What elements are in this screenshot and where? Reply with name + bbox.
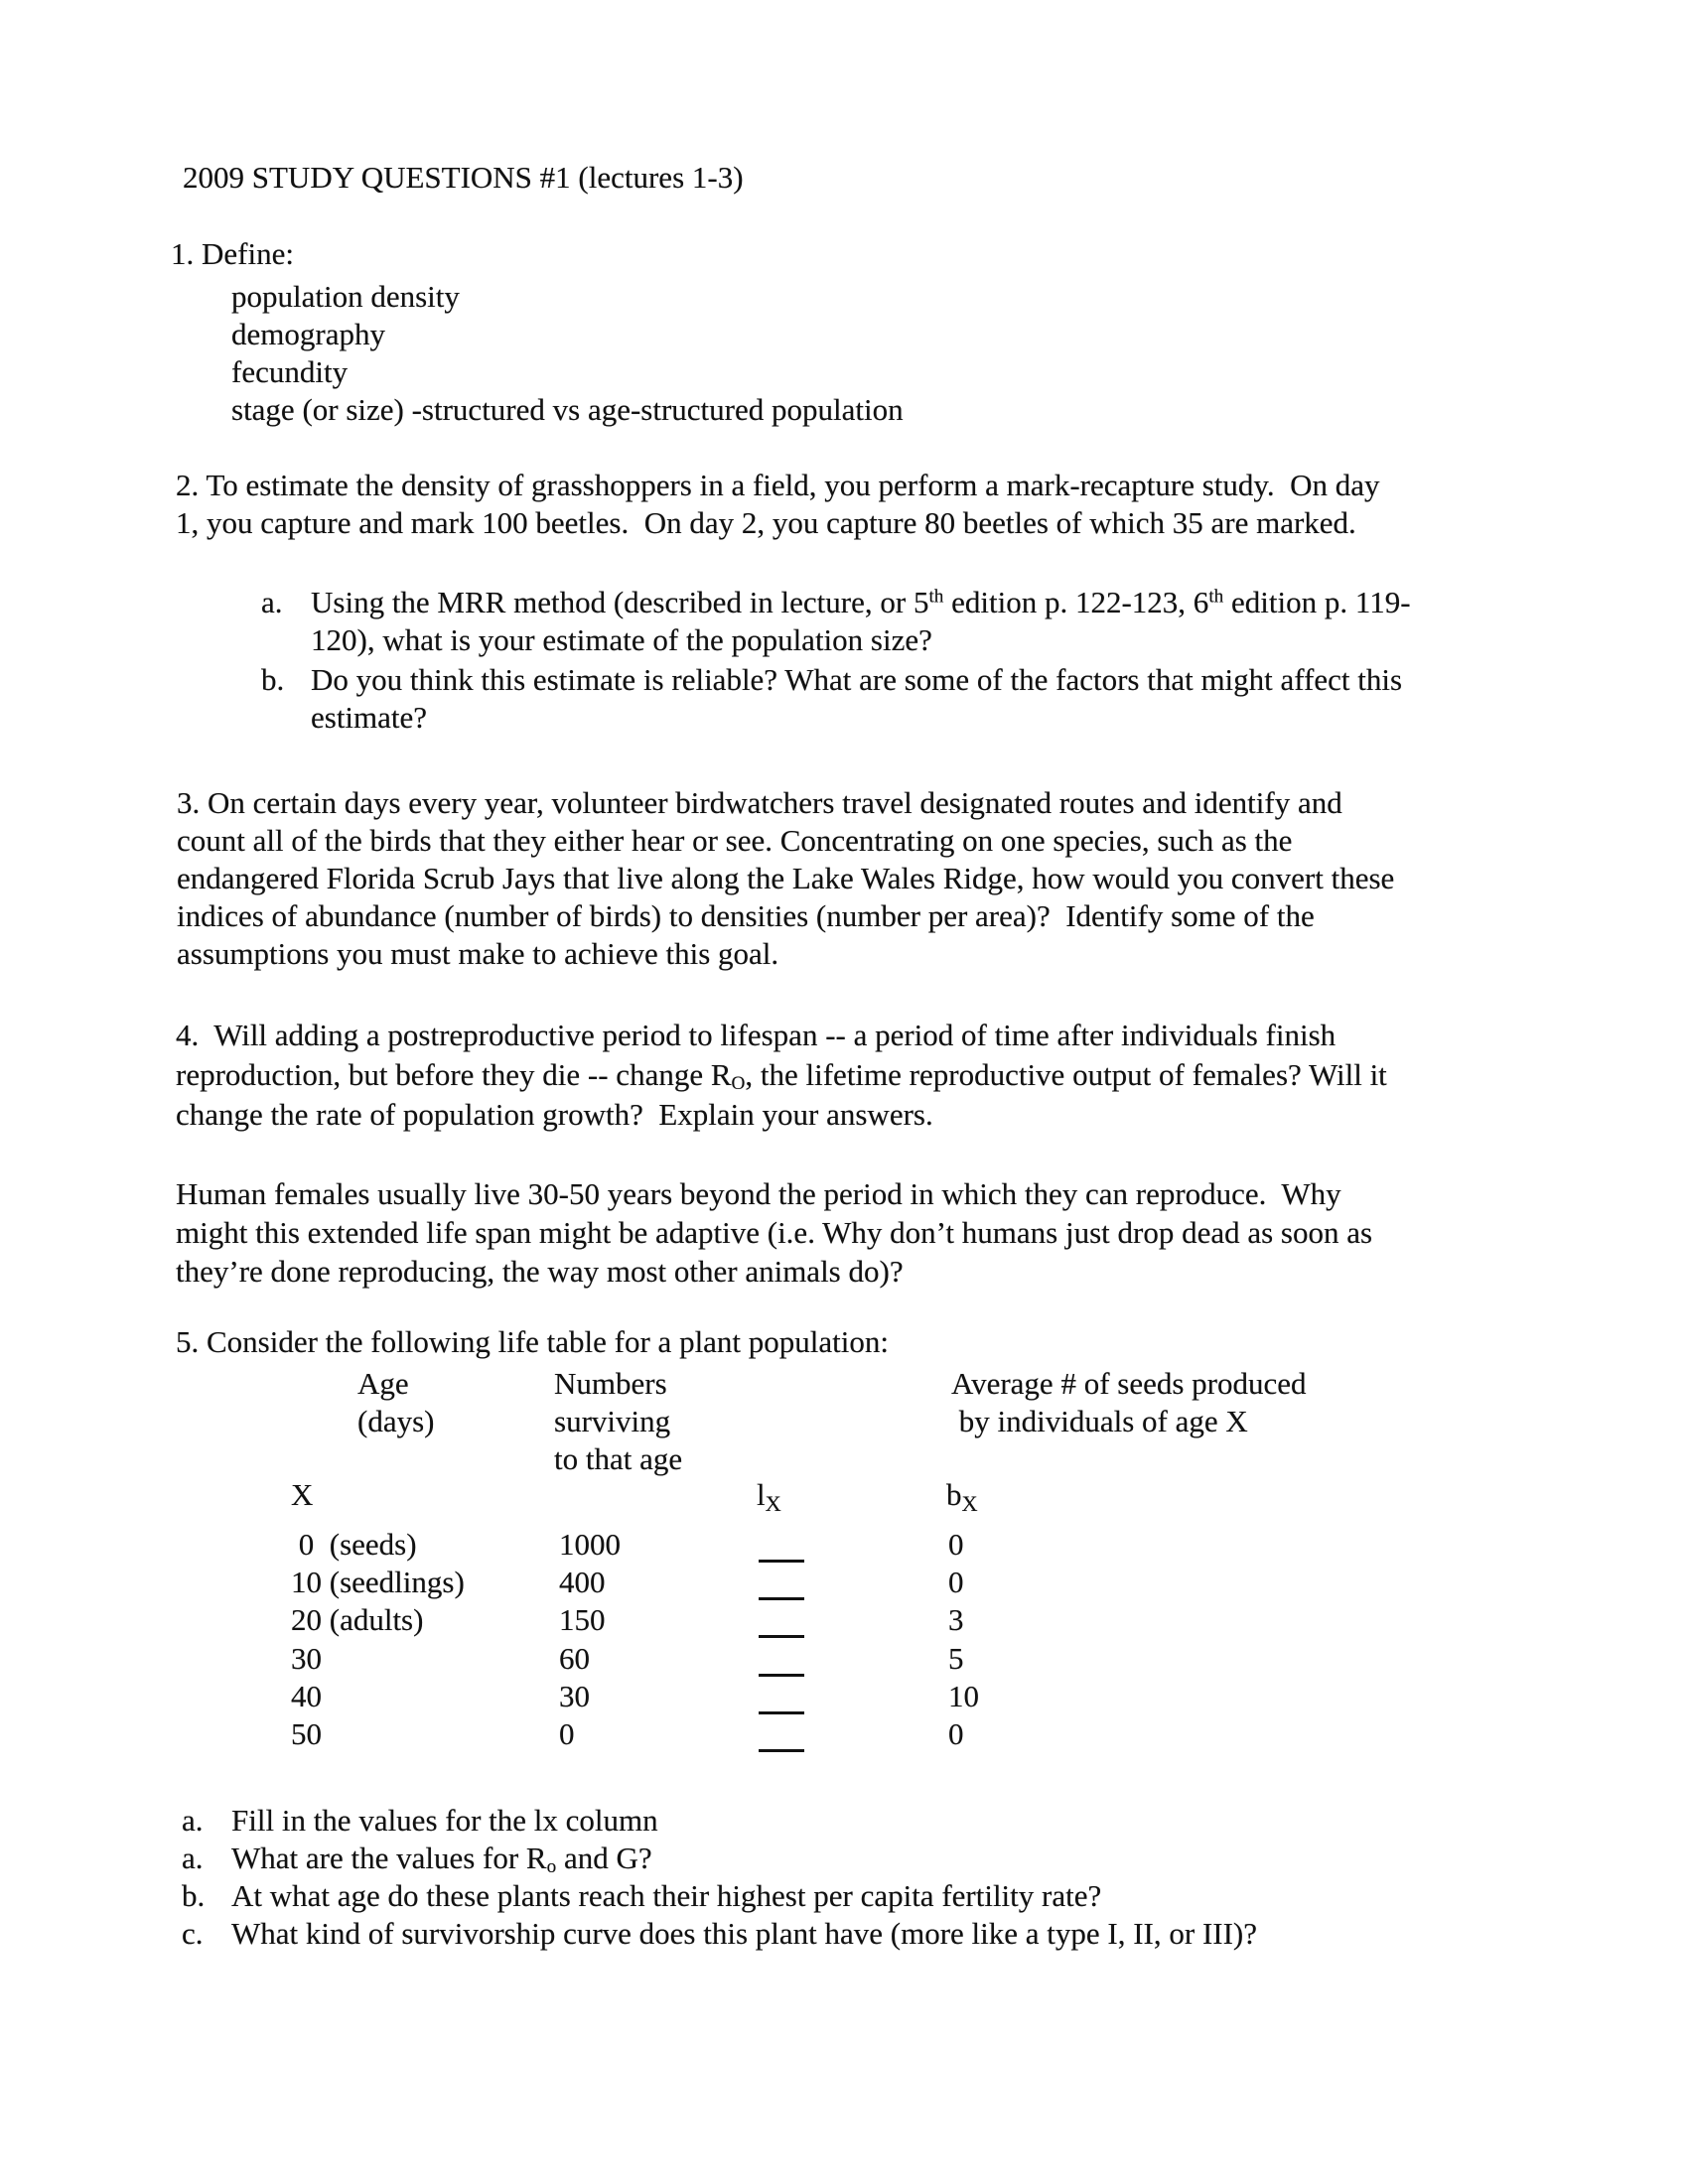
surviving-cell: 150 [559, 1602, 606, 1637]
human-females-paragraph [176, 1174, 1372, 1291]
life-table-age-header [357, 1365, 434, 1440]
followup-marker: a. [182, 1841, 204, 1875]
item-a-text [311, 584, 1411, 659]
item-a-text-part: Using the MRR method (described in lecture, or 5 [311, 585, 929, 619]
surviving-cell: 1000 [559, 1527, 621, 1562]
question-2-item-a [261, 584, 1411, 659]
age-cell: 10 (seedlings) [291, 1565, 465, 1599]
subscript-o: o [546, 1856, 557, 1878]
life-table-row [0, 1526, 1688, 1564]
question-4-line-3: change the rate of population growth? Explain your answers. [176, 1097, 933, 1132]
question-4-text-part: , the lifetime reproductive output of females? Will it [745, 1057, 1387, 1092]
question-2-item-b [261, 661, 1402, 737]
followup-text: Fill in the values for the lx column [231, 1803, 658, 1838]
question-3-line-2: count all of the birds that they either hear or see. Concentrating on one species, such as the [177, 823, 1293, 858]
life-table-row [0, 1564, 1688, 1601]
bx-cell: 0 [948, 1716, 964, 1751]
question-3-line-3: endangered Florida Scrub Jays that live along the Lake Wales Ridge, how would you convert these [177, 861, 1395, 895]
bx-base: b [946, 1477, 962, 1512]
followup-text-part: and G? [556, 1841, 652, 1875]
item-b-text [311, 661, 1402, 737]
superscript-th: th [928, 586, 944, 608]
bx-cell: 3 [948, 1602, 964, 1637]
term-stage-structured: stage (or size) -structured vs age-structured population [231, 392, 904, 427]
lx-blank [759, 1573, 804, 1600]
followup-item-c [182, 1915, 1257, 1953]
bx-cell: 10 [948, 1679, 979, 1713]
life-table-row [0, 1601, 1688, 1639]
numbers-header-line: Numbers [554, 1366, 667, 1401]
life-table-seeds-header [951, 1365, 1307, 1440]
life-table-symbol-x: X [291, 1477, 314, 1512]
followup-item-b [182, 1877, 1101, 1915]
bx-cell: 5 [948, 1641, 964, 1676]
question-3-paragraph [177, 784, 1394, 973]
item-b-line-1: Do you think this estimate is reliable? What are some of the factors that might affect this [311, 662, 1403, 697]
human-paragraph-line-3: they’re done reproducing, the way most other animals do)? [176, 1254, 904, 1289]
question-5-intro: 5. Consider the following life table for a plant population: [176, 1324, 890, 1359]
question-3-line-5: assumptions you must make to achieve this goal. [177, 936, 779, 971]
question-4-paragraph [176, 1016, 1387, 1135]
question-1-heading: 1. Define: [171, 236, 294, 271]
followup-text: What kind of survivorship curve does this plant have (more like a type I, II, or III)? [231, 1916, 1258, 1951]
question-1-terms [231, 278, 904, 429]
term-population-density: population density [231, 279, 460, 314]
surviving-cell: 60 [559, 1641, 590, 1676]
question-3-line-4: indices of abundance (number of birds) to densities (number per area)? Identify some of the [177, 898, 1315, 933]
question-2-paragraph [176, 467, 1380, 542]
seeds-header-line: by individuals of age X [951, 1404, 1248, 1438]
lx-base: l [757, 1477, 766, 1512]
numbers-header-line: surviving [554, 1404, 671, 1438]
age-cell: 0 (seeds) [291, 1527, 417, 1562]
question-2-line-2: 1, you capture and mark 100 beetles. On day 2, you capture 80 beetles of which 35 are marked. [176, 505, 1356, 540]
lx-blank [759, 1688, 804, 1714]
followup-item-a1 [182, 1802, 658, 1840]
lx-blank [759, 1536, 804, 1563]
subscript-O: O [731, 1073, 746, 1095]
item-a-text-part: edition p. 122-123, 6 [943, 585, 1209, 619]
followup-text: At what age do these plants reach their highest per capita fertility rate? [231, 1878, 1102, 1913]
surviving-cell: 0 [559, 1716, 575, 1751]
surviving-cell: 400 [559, 1565, 606, 1599]
lx-blank [759, 1725, 804, 1752]
lx-blank [759, 1611, 804, 1638]
life-table-symbol-lx [757, 1476, 781, 1517]
question-4-text-part: reproduction, but before they die -- change R [176, 1057, 732, 1092]
life-table-row [0, 1678, 1688, 1715]
surviving-cell: 30 [559, 1679, 590, 1713]
life-table-row [0, 1640, 1688, 1678]
question-3-line-1: 3. On certain days every year, volunteer birdwatchers travel designated routes and identify and [177, 785, 1342, 820]
question-4-line-1: 4. Will adding a postreproductive period to lifespan -- a period of time after individuals finish [176, 1018, 1336, 1052]
superscript-th: th [1208, 586, 1224, 608]
life-table-row [0, 1715, 1688, 1753]
item-b-line-2: estimate? [311, 700, 428, 735]
age-cell: 30 [291, 1641, 322, 1676]
human-paragraph-line-1: Human females usually live 30-50 years beyond the period in which they can reproduce. Why [176, 1176, 1341, 1211]
term-demography: demography [231, 317, 385, 351]
numbers-header-line: to that age [554, 1441, 683, 1476]
followup-text-part: What are the values for R [231, 1841, 547, 1875]
followup-item-a2 [182, 1840, 652, 1877]
lx-subscript: X [765, 1491, 781, 1517]
page-title: 2009 STUDY QUESTIONS #1 (lectures 1-3) [183, 160, 744, 195]
life-table-numbers-header [554, 1365, 682, 1478]
followup-marker: b. [182, 1878, 206, 1913]
question-2-line-1: 2. To estimate the density of grasshoppers in a field, you perform a mark-recapture study. On day [176, 468, 1380, 502]
followup-marker: c. [182, 1916, 204, 1951]
question-4-line-2 [176, 1055, 1387, 1095]
item-a-text-part: edition p. 119- [1223, 585, 1411, 619]
item-b-marker: b. [261, 662, 285, 697]
seeds-header-line: Average # of seeds produced [951, 1366, 1307, 1401]
item-a-line-1 [311, 584, 1411, 621]
age-header-line: Age [357, 1366, 409, 1401]
followup-marker: a. [182, 1803, 204, 1838]
age-cell: 40 [291, 1679, 322, 1713]
human-paragraph-line-2: might this extended life span might be adaptive (i.e. Why don’t humans just drop dead as soon as [176, 1215, 1373, 1250]
life-table-symbol-bx [946, 1476, 978, 1517]
age-header-line: (days) [357, 1404, 435, 1438]
bx-cell: 0 [948, 1527, 964, 1562]
lx-blank [759, 1650, 804, 1677]
followup-text [231, 1840, 652, 1877]
bx-subscript: X [961, 1491, 978, 1517]
age-cell: 50 [291, 1716, 322, 1751]
item-a-marker: a. [261, 585, 283, 619]
bx-cell: 0 [948, 1565, 964, 1599]
age-cell: 20 (adults) [291, 1602, 424, 1637]
term-fecundity: fecundity [231, 354, 349, 389]
item-a-line-2: 120), what is your estimate of the population size? [311, 622, 932, 657]
